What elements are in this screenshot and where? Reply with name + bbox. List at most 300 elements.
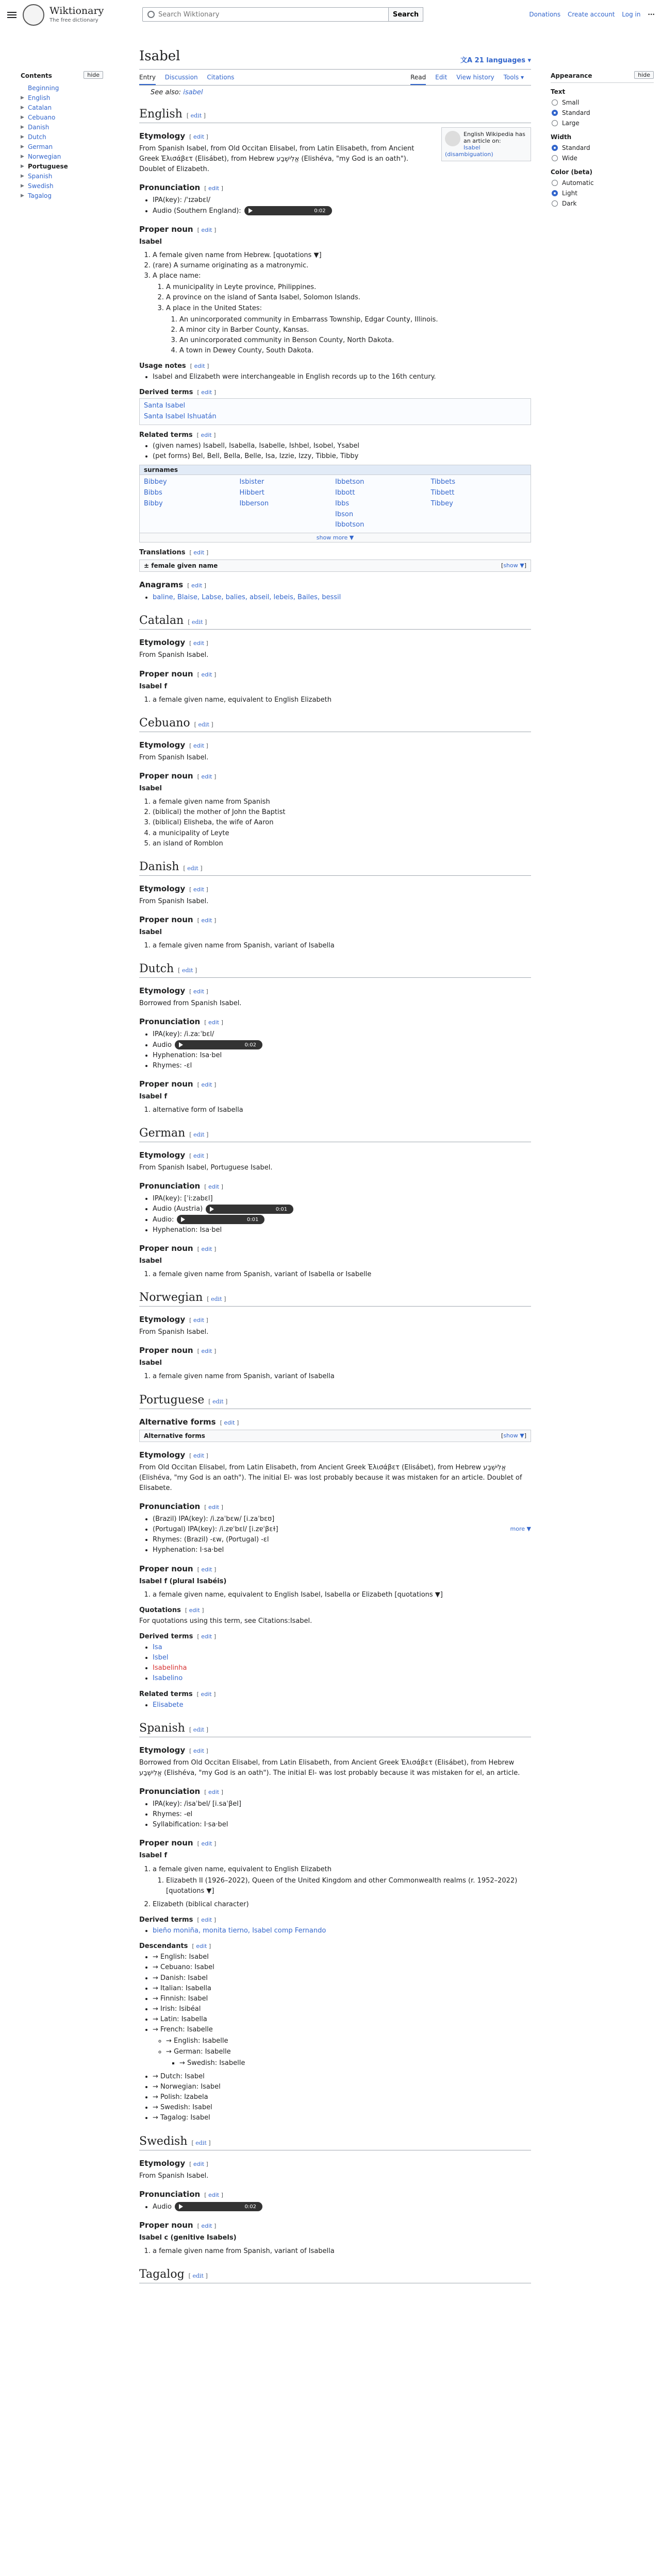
edit-link-text[interactable]: edit	[193, 1747, 205, 1754]
surname-link[interactable]: Ibbetson	[335, 478, 365, 486]
audio-item	[153, 206, 531, 216]
surname-link[interactable]: Isbister	[239, 478, 264, 486]
subsection-heading: Etymology	[139, 1315, 186, 1325]
edit-link[interactable]: [ edit ]	[197, 1917, 217, 1924]
subsection-heading: Proper noun	[139, 224, 193, 234]
edit-link[interactable]: [ edit ]	[204, 1504, 223, 1511]
sub-sub-sense: 2. A minor city in Barber County, Kansas.	[179, 325, 531, 335]
edit-link-text[interactable]: edit	[208, 1019, 220, 1026]
edit-link-text[interactable]: edit	[208, 1504, 220, 1511]
surname-link[interactable]: Ibberson	[239, 499, 269, 507]
edit-link[interactable]: [ edit ]	[185, 1606, 204, 1614]
edit-link[interactable]: [ edit ]	[197, 773, 217, 780]
subsection-heading: Quotations	[139, 1606, 181, 1614]
derived-term-link[interactable]: Isa	[153, 1643, 162, 1652]
edit-link-text[interactable]: edit	[201, 1633, 212, 1640]
descendant: • → Polish: Izabela	[153, 2092, 531, 2103]
edit-link[interactable]: [ edit ]	[197, 917, 217, 924]
appearance-panel	[551, 72, 654, 209]
edit-link-text[interactable]: edit	[201, 1917, 212, 1924]
toc-hide-button[interactable]: hide	[84, 71, 103, 79]
subsection-heading: Related terms	[139, 1690, 193, 1698]
edit-link[interactable]: [ edit ]	[191, 2139, 211, 2146]
edit-link-text[interactable]: edit	[201, 431, 212, 438]
edit-link[interactable]: [ edit ]	[189, 1452, 208, 1459]
edit-link[interactable]: [ edit ]	[189, 1317, 208, 1324]
site-subtitle: The free dictionary	[49, 18, 98, 23]
subsection-heading: Derived terms	[139, 1916, 193, 1924]
radio-dot[interactable]	[552, 190, 558, 196]
edit-link[interactable]: [ edit ]	[189, 1131, 209, 1139]
chevron-right-icon[interactable]: ▶	[21, 144, 24, 149]
edit-link[interactable]: [ edit ]	[196, 431, 216, 438]
edit-link-text[interactable]: edit	[193, 133, 205, 140]
edit-link[interactable]: [ edit ]	[188, 619, 207, 626]
audio-label: Audio (Austria)	[153, 1205, 203, 1213]
show-toggle[interactable]: [show ▼]	[501, 1432, 526, 1439]
section-heading: Norwegian	[139, 1291, 203, 1304]
edit-link-text[interactable]: edit	[208, 1789, 220, 1795]
edit-link[interactable]: [ edit ]	[204, 1019, 223, 1026]
toc-link[interactable]: German	[28, 143, 53, 150]
tab-view-history[interactable]: View history	[456, 74, 494, 81]
toc-link[interactable]: Portuguese	[28, 163, 68, 170]
subsection-heading: Anagrams	[139, 580, 184, 590]
edit-link-text[interactable]: edit	[201, 389, 212, 396]
chevron-right-icon[interactable]: ▶	[21, 125, 24, 130]
play-icon[interactable]	[210, 1207, 214, 1212]
edit-link-text[interactable]: edit	[201, 1348, 212, 1355]
color-automatic-radio[interactable]	[551, 178, 654, 188]
subsection-heading: Etymology	[139, 1450, 186, 1460]
quotations-text: For quotations using this term, see Citations:Isabel.	[139, 1617, 312, 1625]
toc-item[interactable]	[21, 191, 124, 201]
subsection-heading: Etymology	[139, 131, 186, 141]
more-options-icon[interactable]: ···	[648, 11, 655, 18]
wiktionary-logo[interactable]	[23, 4, 44, 26]
edit-link[interactable]: [ edit ]	[187, 582, 206, 589]
edit-link-text[interactable]: edit	[192, 619, 203, 626]
edit-link-text[interactable]: edit	[193, 1317, 205, 1324]
toc-link[interactable]: Tagalog	[28, 192, 52, 199]
surname-link[interactable]: Ibbs	[335, 499, 350, 507]
related-term: • (pet forms) Bel, Bell, Bella, Belle, Isa, Izzie, Izzy, Tibbie, Tibby	[153, 451, 531, 462]
toc-item[interactable]	[21, 123, 124, 132]
donations-link[interactable]: Donations	[529, 11, 561, 18]
audio-label: Audio	[153, 2202, 172, 2211]
tab-discussion[interactable]: Discussion	[164, 74, 198, 81]
edit-link-text[interactable]: edit	[208, 2191, 220, 2198]
syllabification: • Syllabification: I‧sa‧bel	[153, 1820, 531, 1830]
related-term-link[interactable]: Elisabete	[153, 1701, 184, 1709]
radio-dot[interactable]	[552, 145, 558, 151]
color-dark-radio[interactable]	[551, 198, 654, 209]
search-icon	[147, 11, 155, 18]
edit-link[interactable]: [ edit ]	[197, 1566, 217, 1573]
descendants-list	[153, 1952, 531, 2123]
headword: Isabel	[139, 1257, 162, 1265]
play-icon[interactable]	[249, 208, 253, 213]
audio-player[interactable]	[206, 1205, 293, 1214]
toc-link[interactable]: Swedish	[28, 182, 54, 190]
toc-item[interactable]	[21, 83, 124, 93]
alt-forms-title: Alternative forms	[144, 1432, 205, 1439]
subsection-heading: Translations	[139, 549, 186, 557]
edit-link-text[interactable]: edit	[194, 363, 205, 370]
alternative-forms-box[interactable]	[139, 1430, 531, 1442]
edit-link-text[interactable]: edit	[201, 2222, 212, 2229]
edit-link[interactable]: [ edit ]	[189, 2160, 208, 2167]
ipa-text: (Portugal) IPA(key): /i.zɐˈbɛl/ [i.zɐˈβɛɫ]	[153, 1526, 278, 1534]
toc-item[interactable]	[21, 132, 124, 142]
headword: Isabel	[139, 1359, 162, 1367]
more-link[interactable]: more ▼	[510, 1526, 531, 1533]
edit-link[interactable]: [ edit ]	[207, 1296, 226, 1303]
edit-link-text[interactable]: edit	[211, 1296, 222, 1303]
toc-item[interactable]	[21, 113, 124, 123]
toc-item[interactable]	[21, 152, 124, 162]
user-links	[524, 11, 655, 18]
header	[0, 0, 662, 31]
radio-label: Large	[562, 120, 580, 127]
edit-link-text[interactable]: edit	[193, 1153, 205, 1160]
page-title	[139, 48, 531, 70]
derived-terms-links[interactable]: bieño moniña, monita tierno, Isabel comp Fernando	[153, 1927, 326, 1935]
translations-box[interactable]	[139, 560, 531, 572]
toc-link[interactable]: Spanish	[28, 173, 53, 180]
toc-link[interactable]: Beginning	[28, 84, 59, 92]
edit-link-text[interactable]: edit	[195, 2139, 207, 2146]
radio-dot[interactable]	[552, 180, 558, 186]
edit-link[interactable]: [ edit ]	[194, 721, 213, 728]
sub-sub-sense: 3. An unincorporated community in Benson County, North Dakota.	[179, 335, 531, 346]
toc-item[interactable]	[21, 103, 124, 113]
edit-link[interactable]: [ edit ]	[197, 2222, 217, 2229]
edit-link-text[interactable]: edit	[201, 1566, 212, 1573]
play-icon[interactable]	[179, 1042, 183, 1047]
surname-link[interactable]: Ibson	[335, 510, 354, 518]
edit-link[interactable]: [ edit ]	[189, 133, 208, 140]
derived-term-link[interactable]: Isbel	[153, 1654, 169, 1662]
radio-dot[interactable]	[552, 99, 558, 106]
chevron-right-icon[interactable]: ▶	[21, 193, 24, 198]
ipa-item: • IPA(key): /ˈɪzəbɛl/	[153, 195, 531, 206]
surname-link[interactable]: Tibbets	[431, 478, 456, 486]
edit-link-text[interactable]: edit	[181, 967, 193, 974]
edit-link-text[interactable]: edit	[193, 886, 205, 893]
surname-link[interactable]: Bibbey	[144, 478, 167, 486]
subsection-heading: Etymology	[139, 884, 186, 893]
subsection-heading: Alternative forms	[139, 1417, 216, 1427]
derived-term-link[interactable]: Santa Isabel Ishuatán	[144, 413, 217, 421]
width-wide-radio[interactable]	[551, 153, 654, 163]
tab-read[interactable]: Read	[410, 74, 426, 85]
edit-link-text[interactable]: edit	[193, 988, 205, 995]
edit-link[interactable]: [ edit ]	[197, 1245, 217, 1252]
color-light-radio[interactable]	[551, 188, 654, 198]
play-icon[interactable]	[179, 2204, 183, 2209]
chevron-right-icon[interactable]: ▶	[21, 154, 24, 159]
chevron-right-icon[interactable]: ▶	[21, 115, 24, 120]
edit-link[interactable]: [ edit ]	[204, 1789, 223, 1795]
sense: 2. (biblical) the mother of John the Baptist	[153, 807, 531, 818]
width-standard-radio[interactable]	[551, 143, 654, 153]
sense	[153, 1865, 531, 1896]
language-count[interactable]: 21 languages	[474, 57, 525, 64]
sense	[153, 271, 531, 356]
section-dutch	[139, 962, 531, 978]
tab-citations[interactable]: Citations	[207, 74, 235, 81]
edit-link[interactable]: [ edit ]	[204, 2191, 223, 2198]
derived-term-link[interactable]: Isabelinha	[153, 1664, 187, 1672]
radio-dot[interactable]	[552, 110, 558, 116]
search-input[interactable]	[142, 7, 389, 22]
edit-link-text[interactable]: edit	[208, 1183, 220, 1191]
audio-player[interactable]	[244, 206, 332, 215]
create-account-link[interactable]: Create account	[567, 11, 615, 18]
edit-link-text[interactable]: edit	[190, 112, 202, 119]
edit-link[interactable]: [ edit ]	[178, 967, 197, 974]
radio-dot[interactable]	[552, 120, 558, 126]
edit-link-text[interactable]: edit	[187, 865, 198, 872]
radio-dot[interactable]	[552, 155, 558, 161]
section-catalan	[139, 614, 531, 630]
sense: 2. Elizabeth (biblical character)	[153, 1900, 531, 1910]
audio-player[interactable]	[177, 1215, 264, 1224]
edit-link[interactable]: [ edit ]	[183, 865, 203, 872]
toc-link[interactable]: Catalan	[28, 104, 52, 111]
play-icon[interactable]	[181, 1217, 185, 1222]
surname-link[interactable]: Tibbett	[431, 489, 455, 497]
edit-link[interactable]: [ edit ]	[204, 1183, 223, 1191]
edit-link-text[interactable]: edit	[201, 1245, 212, 1252]
edit-link-text[interactable]: edit	[201, 917, 212, 924]
subsection-heading: Proper noun	[139, 1564, 193, 1573]
hyphenation: • Hyphenation: Isa‧bel	[153, 1050, 531, 1061]
edit-link[interactable]: [ edit ]	[188, 2273, 208, 2280]
edit-link[interactable]: [ edit ]	[197, 1081, 217, 1088]
edit-link-text[interactable]: edit	[201, 1690, 212, 1698]
see-also-link[interactable]: isabel	[183, 89, 203, 96]
sense: 3. (biblical) Elisheba, the wife of Aaron	[153, 818, 531, 828]
page-title-text: Isabel	[139, 48, 180, 64]
headword: Isabel	[139, 928, 162, 936]
edit-link[interactable]: [ edit ]	[189, 886, 208, 893]
etymology-text: Borrowed from Spanish Isabel.	[139, 999, 242, 1008]
surname-link[interactable]: Bibbs	[144, 489, 162, 497]
tab-tools-label[interactable]: Tools	[503, 74, 519, 81]
pronunciation-list	[153, 195, 531, 216]
sense: 1. a female given name, equivalent to English Elizabeth	[153, 695, 531, 705]
edit-link[interactable]: [ edit ]	[197, 1840, 217, 1848]
sense: 1. a female given name from Spanish	[153, 797, 531, 807]
edit-link-text[interactable]: edit	[193, 742, 205, 749]
text-standard-radio[interactable]	[551, 108, 654, 118]
edit-link[interactable]: [ edit ]	[189, 1747, 208, 1754]
derived-terms-box	[139, 398, 531, 425]
surnames-header: surnames	[139, 465, 531, 474]
edit-link[interactable]: [ edit ]	[220, 1419, 239, 1426]
chevron-right-icon[interactable]: ▶	[21, 183, 24, 189]
toc-link[interactable]: English	[28, 94, 51, 101]
site-title[interactable]: Wiktionary	[49, 5, 104, 16]
surname-link[interactable]: Ibbott	[335, 489, 355, 497]
subsection-heading: Pronunciation	[139, 1017, 201, 1027]
show-more-button[interactable]	[139, 533, 531, 543]
rhymes: • Rhymes: -ɛl	[153, 1061, 531, 1071]
tab-edit[interactable]: Edit	[435, 74, 448, 81]
wikipedia-link[interactable]: Isabel (disambiguation)	[445, 144, 493, 158]
page-tabs	[139, 70, 531, 86]
search-button[interactable]: Search	[388, 7, 423, 22]
toc-item[interactable]	[21, 142, 124, 152]
edit-link[interactable]: [ edit ]	[208, 1398, 228, 1405]
anagrams-links[interactable]: baline, Blaise, Labse, balies, abseil, lebeis, Bailes, bessil	[153, 594, 341, 602]
edit-link-text[interactable]: edit	[193, 1726, 205, 1733]
descendant: ▪ → Swedish: Isabelle	[179, 2058, 531, 2069]
edit-link-text[interactable]: edit	[192, 2273, 204, 2280]
language-selector-button[interactable]: 文A 21 languages ▾	[460, 57, 531, 64]
descendant: ◦ → English: Isabelle	[166, 2036, 531, 2046]
surname-link[interactable]: Hibbert	[239, 489, 264, 497]
edit-link-text[interactable]: edit	[201, 773, 212, 780]
edit-link[interactable]: [ edit ]	[197, 1633, 217, 1640]
edit-link-text[interactable]: edit	[189, 1606, 200, 1614]
section-heading: Spanish	[139, 1721, 185, 1735]
section-heading: Cebuano	[139, 716, 190, 730]
edit-link[interactable]: [ edit ]	[189, 1153, 208, 1160]
edit-link-text[interactable]: edit	[201, 226, 212, 233]
sense: 1. a female given name from Spanish, variant of Isabella	[153, 1371, 531, 1382]
chevron-right-icon[interactable]: ▶	[21, 95, 24, 100]
headword: Isabel	[139, 784, 162, 792]
edit-link[interactable]: [ edit ]	[190, 363, 209, 370]
section-english	[139, 108, 531, 123]
subsection-heading: Derived terms	[139, 388, 193, 397]
tab-tools[interactable]: Tools ▾	[503, 74, 524, 81]
edit-link[interactable]: [ edit ]	[197, 226, 217, 233]
sub-sense-list	[166, 282, 531, 356]
toc-item[interactable]	[21, 181, 124, 191]
rhymes: • Rhymes: (Brazil) -ɛw, (Portugal) -ɛl	[153, 1535, 531, 1545]
edit-link-text[interactable]: edit	[208, 185, 220, 192]
derived-term-link[interactable]: Santa Isabel	[144, 402, 186, 410]
edit-link-text[interactable]: edit	[198, 721, 209, 728]
edit-link[interactable]: [ edit ]	[189, 988, 208, 995]
edit-link[interactable]: [ edit ]	[189, 742, 208, 749]
see-also-note	[139, 89, 531, 96]
toc-item[interactable]	[21, 172, 124, 181]
sense-list	[153, 250, 531, 356]
tab-entry[interactable]: Entry	[139, 74, 156, 85]
subsection-heading: Proper noun	[139, 1079, 193, 1089]
edit-link-text[interactable]: edit	[193, 1452, 205, 1459]
main-menu-icon[interactable]	[7, 10, 16, 20]
toc-link[interactable]: Norwegian	[28, 153, 61, 160]
edit-link-text[interactable]: edit	[224, 1419, 235, 1426]
edit-link[interactable]: [ edit ]	[189, 640, 208, 647]
show-toggle[interactable]: [show ▼]	[501, 562, 526, 569]
chevron-right-icon[interactable]: ▶	[21, 105, 24, 110]
show-link[interactable]: show ▼	[503, 1432, 524, 1439]
edit-link-text[interactable]: edit	[212, 1398, 224, 1405]
edit-link[interactable]: [ edit ]	[186, 112, 206, 119]
edit-link[interactable]: [ edit ]	[197, 671, 217, 678]
section-cebuano	[139, 717, 531, 732]
edit-link-text[interactable]: edit	[193, 2160, 205, 2167]
edit-link[interactable]: [ edit ]	[192, 1943, 211, 1950]
audio-player[interactable]	[175, 2202, 262, 2211]
edit-link[interactable]: [ edit ]	[197, 1348, 217, 1355]
surname-link[interactable]: Bibby	[144, 499, 163, 507]
more-toggle[interactable]	[510, 1524, 531, 1533]
audio-label: Audio	[153, 1041, 172, 1049]
text-small-radio[interactable]	[551, 97, 654, 108]
sense: 2. (rare) A surname originating as a matronymic.	[153, 261, 531, 271]
radio-dot[interactable]	[552, 200, 558, 207]
show-more-link[interactable]: show more ▼	[316, 534, 354, 541]
descendant: • → Finnish: Isabel	[153, 1994, 531, 2004]
anagrams-heading	[139, 580, 531, 589]
text-large-radio[interactable]	[551, 118, 654, 128]
chevron-right-icon[interactable]: ▶	[21, 164, 24, 169]
edit-link-text[interactable]: edit	[196, 1943, 207, 1950]
etymology-text: From Spanish Isabel, Portuguese Isabel.	[139, 1164, 273, 1172]
ipa-item: • IPA(key): /i.zaːˈbɛl/	[153, 1029, 531, 1040]
sub-sub-sense: 4. A town in Dewey County, South Dakota.	[179, 346, 531, 356]
edit-link-text[interactable]: edit	[193, 1131, 205, 1139]
edit-link[interactable]: [ edit ]	[197, 389, 217, 396]
edit-link-text[interactable]: edit	[201, 1840, 212, 1848]
edit-link[interactable]: [ edit ]	[189, 1726, 209, 1733]
sub-sub-sense-list	[179, 315, 531, 357]
headword: Isabel f	[139, 682, 168, 690]
subsection-heading: Pronunciation	[139, 1502, 201, 1512]
surname-link[interactable]: Tibbey	[431, 499, 453, 507]
toc-link[interactable]: Cebuano	[28, 114, 56, 121]
radio-label: Standard	[562, 109, 590, 116]
edit-link-text[interactable]: edit	[193, 549, 205, 556]
section-norwegian	[139, 1291, 531, 1307]
edit-link-text[interactable]: edit	[201, 1081, 212, 1088]
toc-link[interactable]: Dutch	[28, 133, 46, 141]
appearance-hide-button[interactable]: hide	[634, 71, 654, 79]
edit-link[interactable]: [ edit ]	[189, 549, 209, 556]
derived-term-link[interactable]: Isabelino	[153, 1674, 183, 1683]
audio-item	[153, 1215, 531, 1225]
chevron-right-icon[interactable]: ▶	[21, 134, 24, 140]
toc-link[interactable]: Danish	[28, 124, 49, 131]
edit-link[interactable]: [ edit ]	[204, 185, 223, 192]
show-link[interactable]: show ▼	[503, 562, 524, 569]
audio-label: Audio (Southern England):	[153, 207, 241, 215]
toc-item[interactable]	[21, 93, 124, 103]
edit-link-text[interactable]: edit	[201, 671, 212, 678]
surnames-box	[139, 474, 531, 533]
audio-player[interactable]	[175, 1040, 262, 1049]
surname-link[interactable]: Ibbotson	[335, 521, 365, 529]
edit-link-text[interactable]: edit	[191, 582, 203, 589]
login-link[interactable]: Log in	[622, 11, 641, 18]
audio-label: Audio:	[153, 1215, 174, 1224]
edit-link[interactable]: [ edit ]	[196, 1690, 216, 1698]
subsection-heading: Proper noun	[139, 1346, 193, 1355]
subsection-heading: Etymology	[139, 740, 186, 750]
chevron-right-icon[interactable]: ▶	[21, 174, 24, 179]
edit-link-text[interactable]: edit	[193, 640, 205, 647]
width-label: Width	[551, 133, 572, 141]
toc-item-active[interactable]	[21, 162, 124, 172]
